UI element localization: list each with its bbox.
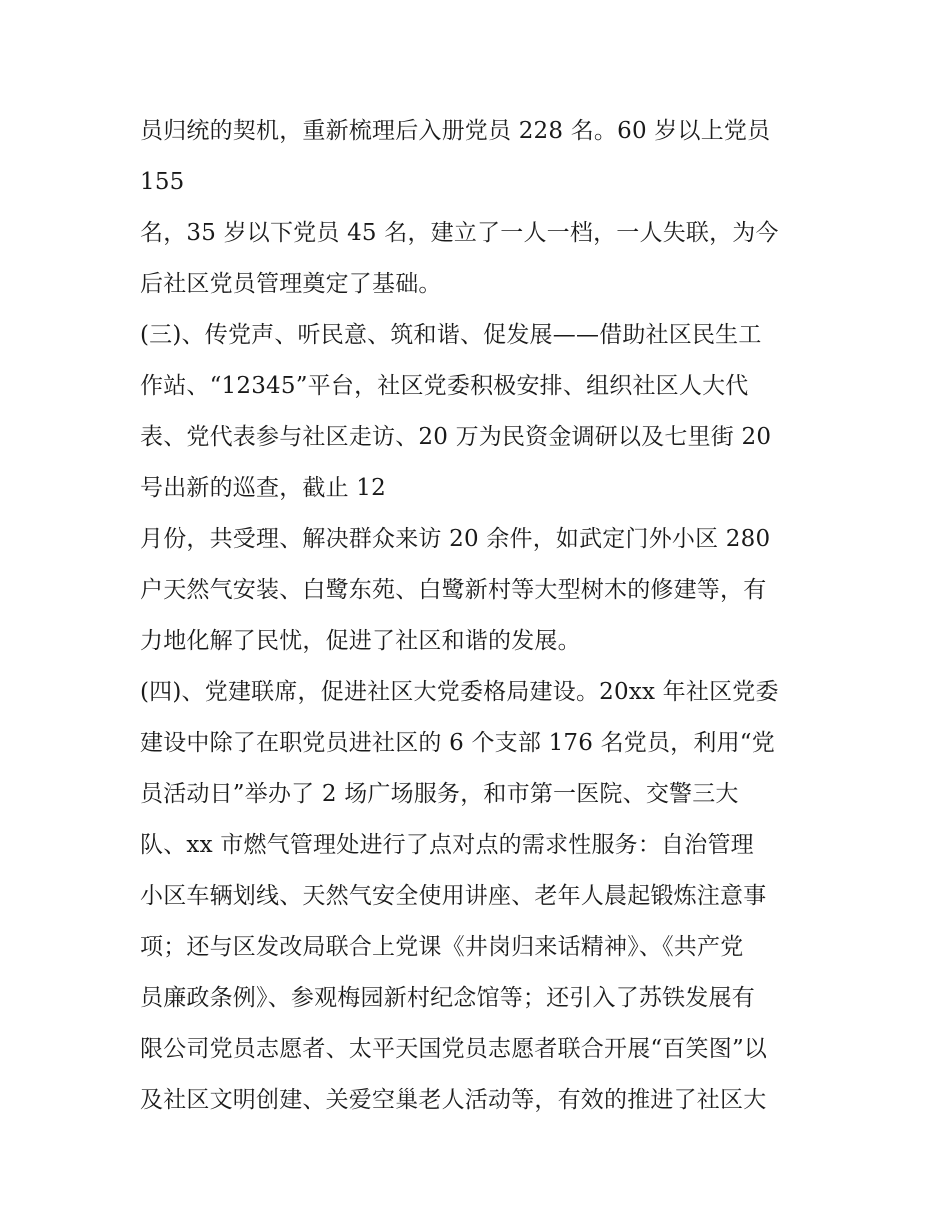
section-heading-line: (三)、传党声、听民意、筑和谐、促发展——借助社区民生工 <box>140 322 762 348</box>
text-line: 小区车辆划线、天然气安全使用讲座、老年人晨起锻炼注意事 <box>140 883 767 909</box>
text-line: 项；还与区发改局联合上党课《井岗归来话精神》、《共产党 <box>140 934 744 960</box>
text-line: 155 <box>140 169 185 195</box>
text-line: 作站、“12345”平台，社区党委积极安排、组织社区人大代 <box>140 373 749 399</box>
text-line: 月份，共受理、解决群众来访 20 余件，如武定门外小区 280 <box>140 526 771 552</box>
text-line: 表、党代表参与社区走访、20 万为民资金调研以及七里街 20 <box>140 424 772 450</box>
text-line: 员活动日”举办了 2 场广场服务，和市第一医院、交警三大 <box>140 781 739 807</box>
text-line: 员廉政条例》、参观梅园新村纪念馆等；还引入了苏铁发展有 <box>140 985 755 1011</box>
text-line: 建设中除了在职党员进社区的 6 个支部 176 名党员，利用“党 <box>140 730 775 756</box>
text-line: 后社区党员管理奠定了基础。 <box>140 271 442 297</box>
text-line: 力地化解了民忧，促进了社区和谐的发展。 <box>140 628 581 654</box>
text-line: 及社区文明创建、关爱空巢老人活动等，有效的推进了社区大 <box>140 1087 767 1113</box>
section-heading-line: (四)、党建联席，促进社区大党委格局建设。20xx 年社区党委 <box>140 679 779 705</box>
text-line: 名，35 岁以下党员 45 名，建立了一人一档，一人失联，为今 <box>140 220 779 246</box>
text-line: 户天然气安装、白鹭东苑、白鹭新村等大型树木的修建等，有 <box>140 577 767 603</box>
text-line: 员归统的契机，重新梳理后入册党员 228 名。60 岁以上党员 <box>140 118 771 144</box>
text-line: 限公司党员志愿者、太平天国党员志愿者联合开展“百笑图”以 <box>140 1036 768 1062</box>
text-line: 号出新的巡查，截止 12 <box>140 475 386 501</box>
text-line: 队、xx 市燃气管理处进行了点对点的需求性服务：自治管理 <box>140 832 754 858</box>
document-body <box>140 106 830 1126</box>
